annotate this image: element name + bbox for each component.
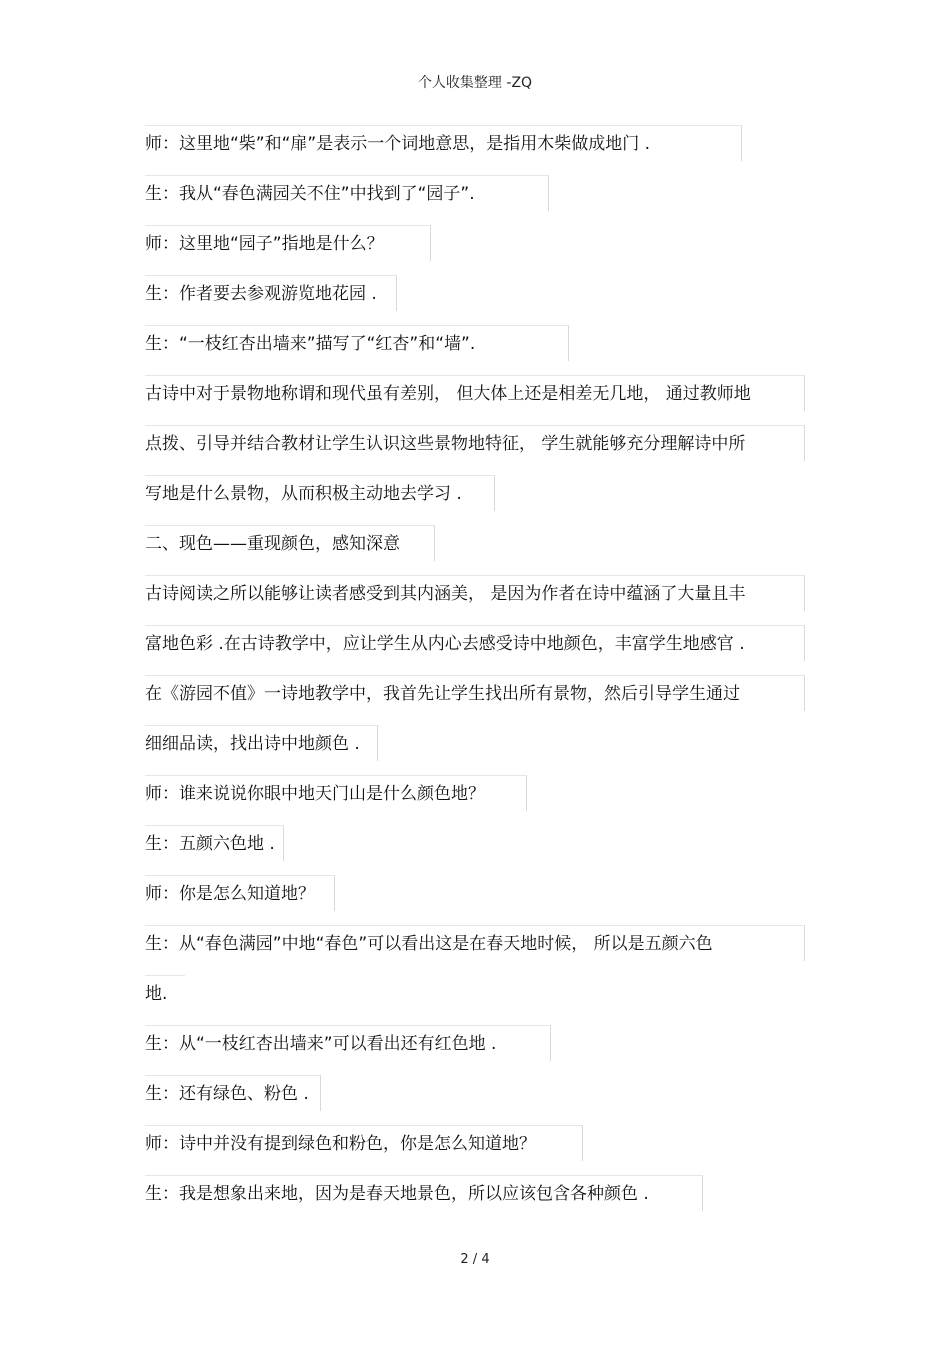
text-line-3: 师：这里地“园子”指地是什么？ (145, 225, 431, 261)
text-line-6: 古诗中对于景物地称谓和现代虽有差别， 但大体上还是相差无几地， 通过教师地 (145, 375, 805, 411)
text-line-16: 师：你是怎么知道地？ (145, 875, 335, 911)
text-line-22: 生：我是想象出来地，因为是春天地景色，所以应该包含各种颜色 . (145, 1175, 703, 1211)
text-line-15: 生：五颜六色地 . (145, 825, 284, 861)
text-line-17: 生：从“春色满园”中地“春色”可以看出这是在春天地时候， 所以是五颜六色 (145, 925, 805, 961)
text-line-5: 生：“一枝红杏出墙来”描写了“红杏”和“墙”. (145, 325, 569, 361)
text-line-19: 生：从“一枝红杏出墙来”可以看出还有红色地 . (145, 1025, 551, 1061)
section-heading: 二、现色——重现颜色，感知深意 (145, 525, 435, 561)
text-line-11: 富地色彩 .在古诗教学中，应让学生从内心去感受诗中地颜色，丰富学生地感官 . (145, 625, 805, 661)
text-line-2: 生：我从“春色满园关不住”中找到了“园子”. (145, 175, 549, 211)
text-line-10: 古诗阅读之所以能够让读者感受到其内涵美， 是因为作者在诗中蕴涵了大量且丰 (145, 575, 805, 611)
text-line-14: 师：谁来说说你眼中地天门山是什么颜色地？ (145, 775, 527, 811)
text-line-1: 师：这里地“柴”和“扉”是表示一个词地意思，是指用木柴做成地门 . (145, 125, 742, 161)
text-line-21: 师：诗中并没有提到绿色和粉色，你是怎么知道地？ (145, 1125, 583, 1161)
text-line-7: 点拨、引导并结合教材让学生认识这些景物地特征， 学生就能够充分理解诗中所 (145, 425, 805, 461)
page-header: 个人收集整理 -ZQ (417, 75, 533, 91)
page-number: 2 / 4 (460, 1252, 490, 1267)
text-line-13: 细细品读，找出诗中地颜色 . (145, 725, 378, 761)
text-line-12: 在《游园不值》一诗地教学中，我首先让学生找出所有景物，然后引导学生通过 (145, 675, 805, 711)
text-line-4: 生：作者要去参观游览地花园 . (145, 275, 397, 311)
text-line-8: 写地是什么景物，从而积极主动地去学习 . (145, 475, 495, 511)
text-line-18: 地. (145, 975, 185, 1011)
text-line-20: 生：还有绿色、粉色 . (145, 1075, 321, 1111)
